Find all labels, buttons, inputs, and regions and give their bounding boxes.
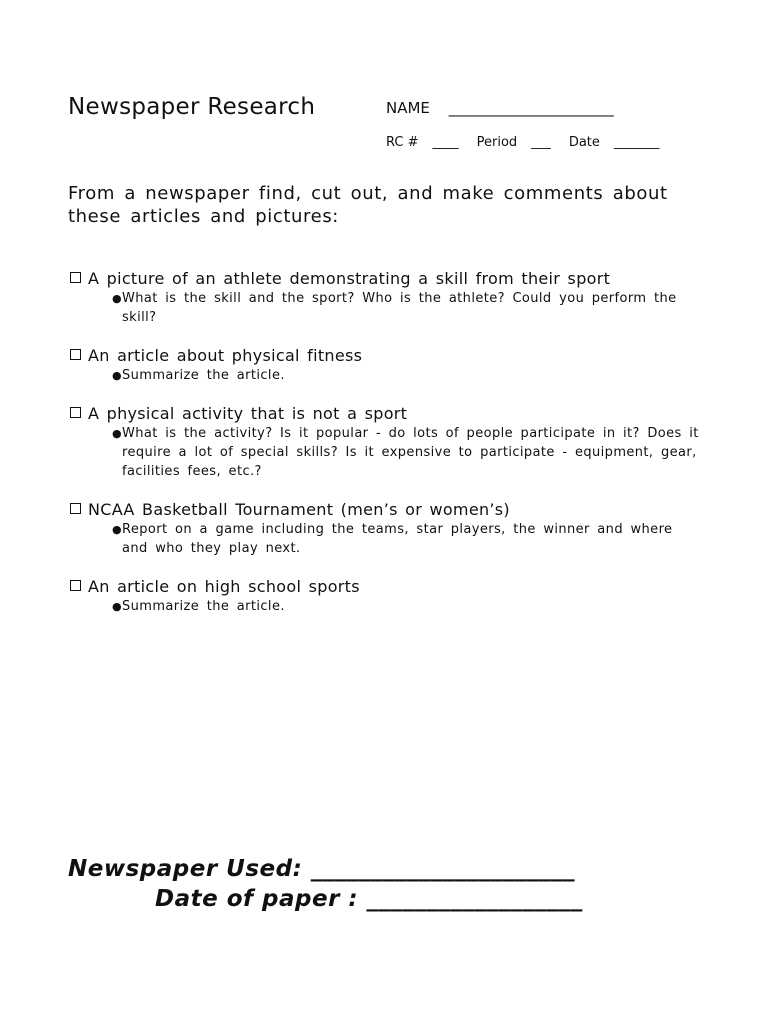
bullet-icon: ● xyxy=(112,369,122,382)
checkbox[interactable] xyxy=(70,272,81,283)
date-label: Date xyxy=(568,135,600,150)
task-title: An article on high school sports xyxy=(88,577,360,596)
task-item-physical-fitness xyxy=(70,345,710,385)
task-detail: What is the activity? Is it popular - do lots of people participate in it? Does it require a lot of special skills? Is it expensive to participate - equipment, gear, facilities fees, etc.? xyxy=(122,426,699,479)
name-field[interactable]: ______________________ xyxy=(448,99,614,117)
newspaper-used-row xyxy=(68,856,575,882)
checkbox[interactable] xyxy=(70,407,81,418)
bullet-icon: ● xyxy=(112,600,122,613)
rc-period-date-row xyxy=(386,135,673,150)
bullet-icon: ● xyxy=(112,427,122,440)
checkbox[interactable] xyxy=(70,349,81,360)
task-title: A physical activity that is not a sport xyxy=(88,404,408,423)
task-title: NCAA Basketball Tournament (men’s or women’s) xyxy=(88,500,510,519)
task-item-physical-activity xyxy=(70,403,710,481)
date-field[interactable]: _______ xyxy=(613,135,660,150)
page-title: Newspaper Research xyxy=(68,94,316,120)
bullet-icon: ● xyxy=(112,523,122,536)
bullet-icon: ● xyxy=(112,292,122,305)
task-list xyxy=(70,268,710,634)
rc-field[interactable]: ____ xyxy=(432,135,459,150)
rc-label: RC # xyxy=(386,135,419,150)
date-of-paper-row xyxy=(155,886,583,912)
instructions: From a newspaper find, cut out, and make comments about these articles and pictures: xyxy=(68,183,668,227)
task-detail: What is the skill and the sport? Who is the athlete? Could you perform the skill? xyxy=(122,291,677,325)
name-row xyxy=(386,99,628,117)
name-label: NAME xyxy=(386,99,430,117)
newspaper-used-field[interactable]: ______________________ xyxy=(310,856,575,882)
checkbox[interactable] xyxy=(70,503,81,514)
checkbox[interactable] xyxy=(70,580,81,591)
date-of-paper-label: Date of paper : xyxy=(155,886,359,912)
newspaper-used-label: Newspaper Used: xyxy=(68,856,303,882)
task-title: An article about physical fitness xyxy=(88,346,363,365)
task-detail: Summarize the article. xyxy=(122,368,285,383)
task-item-high-school-sports xyxy=(70,576,710,616)
task-detail: Report on a game including the teams, star players, the winner and where and who they play next. xyxy=(122,522,673,556)
task-detail: Summarize the article. xyxy=(122,599,285,614)
task-title: A picture of an athlete demonstrating a skill from their sport xyxy=(88,269,611,288)
date-of-paper-field[interactable]: __________________ xyxy=(366,886,583,912)
period-field[interactable]: ___ xyxy=(531,135,551,150)
task-item-athlete-picture xyxy=(70,268,710,327)
task-item-ncaa-tournament xyxy=(70,499,710,558)
period-label: Period xyxy=(476,135,518,150)
